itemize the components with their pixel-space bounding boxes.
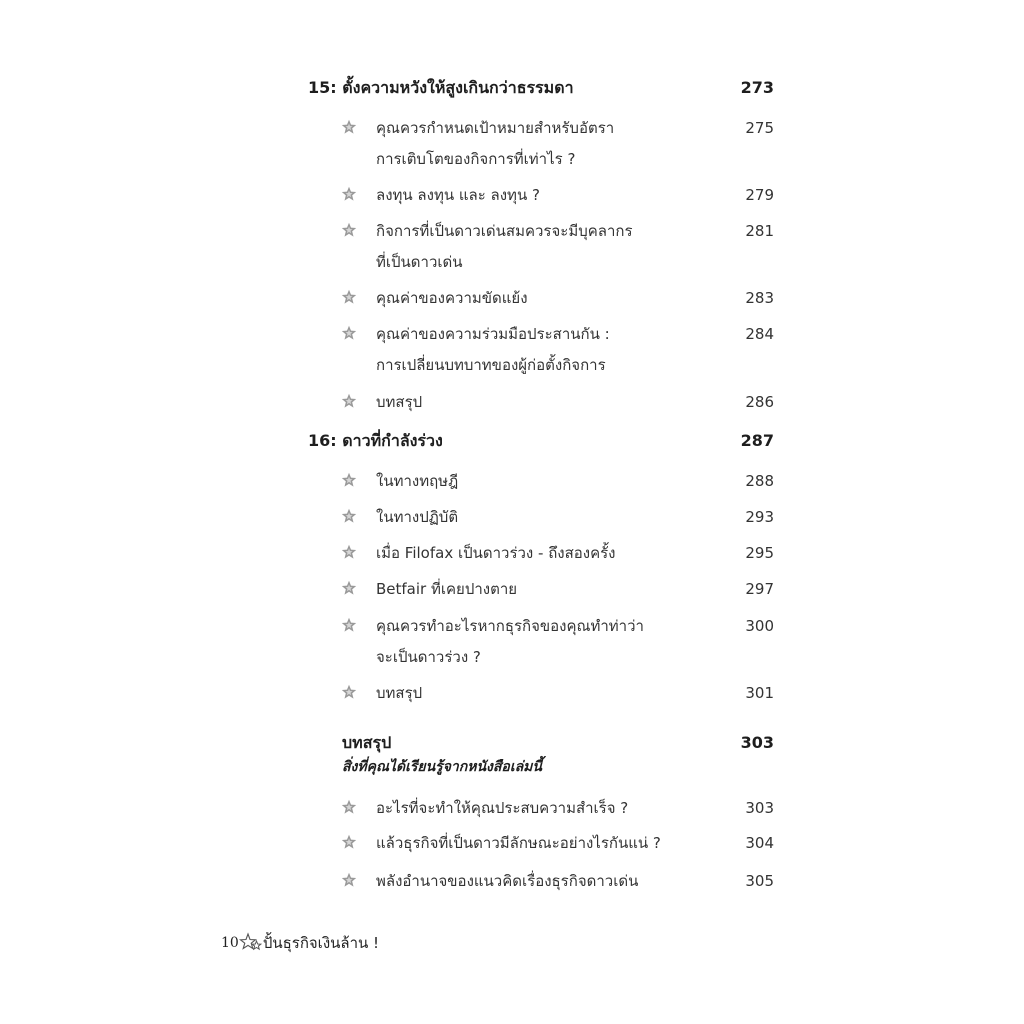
conclusion-page-number: 303 — [740, 733, 774, 752]
entry-page-number: 279 — [745, 186, 774, 204]
star-bullet-icon — [340, 283, 358, 314]
star-bullet-icon — [340, 678, 358, 709]
chapter-15-heading — [308, 77, 774, 99]
toc-entry — [340, 466, 774, 497]
toc-entry — [340, 180, 774, 211]
entry-text — [376, 502, 736, 533]
entry-text — [376, 283, 736, 314]
star-bullet-icon — [340, 828, 358, 859]
star-bullet-icon — [340, 216, 358, 247]
entry-line: กิจการที่เป็นดาวเด่นสมควรจะมีบุคลากร — [376, 222, 633, 240]
toc-entry — [340, 113, 774, 175]
entry-line: ที่เป็นดาวเด่น — [376, 253, 463, 271]
star-bullet-icon — [340, 574, 358, 605]
entry-page-number: 275 — [745, 119, 774, 137]
chapter-page-number: 273 — [740, 78, 774, 97]
star-bullet-icon — [340, 387, 358, 418]
entry-line: ในทางปฏิบัติ — [376, 508, 459, 526]
entry-line: ลงทุน ลงทุน และ ลงทุน ? — [376, 186, 540, 204]
entry-text — [376, 793, 736, 824]
page-footer — [221, 930, 379, 956]
entry-line: การเปลี่ยนบทบาทของผู้ก่อตั้งกิจการ — [376, 356, 606, 374]
toc-entry — [340, 828, 774, 859]
chapter-title: 16: ดาวที่กำลังร่วง — [308, 431, 443, 450]
entry-line: จะเป็นดาวร่วง ? — [376, 648, 481, 666]
entry-text — [376, 611, 736, 673]
entry-text — [376, 466, 736, 497]
entry-line: คุณค่าของความขัดแย้ง — [376, 289, 528, 307]
entry-line: คุณควรกำหนดเป้าหมายสำหรับอัตรา — [376, 119, 615, 137]
entry-line: แล้วธุรกิจที่เป็นดาวมีลักษณะอย่างไรกันแน่ ? — [376, 834, 661, 852]
entry-line: พลังอำนาจของแนวคิดเรื่องธุรกิจดาวเด่น — [376, 872, 639, 890]
entry-line: ในทางทฤษฎี — [376, 472, 459, 490]
toc-entry — [340, 387, 774, 418]
entry-page-number: 283 — [745, 289, 774, 307]
entry-line: คุณค่าของความร่วมมือประสานกัน : — [376, 325, 610, 343]
entry-text — [376, 866, 736, 897]
star-bullet-icon — [340, 319, 358, 350]
entry-text — [376, 216, 736, 278]
chapter-title: 15: ตั้งความหวังให้สูงเกินกว่าธรรมดา — [308, 78, 574, 97]
entry-line: เมื่อ Filofax เป็นดาวร่วง - ถึงสองครั้ง — [376, 544, 616, 562]
entry-text — [376, 678, 736, 709]
entry-page-number: 293 — [745, 508, 774, 526]
star-bullet-icon — [340, 538, 358, 569]
chapter-16-heading — [308, 430, 774, 452]
toc-entry — [340, 283, 774, 314]
star-bullet-icon — [340, 611, 358, 642]
stars-icon — [239, 932, 263, 954]
toc-entry — [340, 502, 774, 533]
star-bullet-icon — [340, 502, 358, 533]
entry-line: การเติบโตของกิจการที่เท่าไร ? — [376, 150, 576, 168]
toc-entry — [340, 574, 774, 605]
entry-text — [376, 387, 736, 418]
entry-page-number: 305 — [745, 872, 774, 890]
star-bullet-icon — [340, 866, 358, 897]
toc-entry — [340, 678, 774, 709]
entry-page-number: 304 — [745, 834, 774, 852]
entry-line: Betfair ที่เคยปางตาย — [376, 580, 518, 598]
entry-text — [376, 538, 736, 569]
star-bullet-icon — [340, 466, 358, 497]
entry-text — [376, 319, 736, 381]
entry-page-number: 288 — [745, 472, 774, 490]
star-bullet-icon — [340, 113, 358, 144]
entry-page-number: 281 — [745, 222, 774, 240]
star-bullet-icon — [340, 180, 358, 211]
entry-page-number: 284 — [745, 325, 774, 343]
toc-entry — [340, 538, 774, 569]
toc-entry — [340, 793, 774, 824]
entry-text — [376, 574, 736, 605]
toc-entry — [340, 866, 774, 897]
entry-line: บทสรุป — [376, 684, 423, 702]
entry-page-number: 295 — [745, 544, 774, 562]
entry-page-number: 300 — [745, 617, 774, 635]
toc-entry — [340, 611, 774, 673]
conclusion-title: บทสรุป — [342, 733, 392, 752]
entry-line: คุณควรทำอะไรหากธุรกิจของคุณทำท่าว่า — [376, 617, 644, 635]
entry-text — [376, 828, 736, 859]
entry-line: บทสรุป — [376, 393, 423, 411]
chapter-page-number: 287 — [740, 431, 774, 450]
entry-page-number: 303 — [745, 799, 774, 817]
entry-text — [376, 113, 736, 175]
conclusion-heading — [342, 732, 774, 780]
toc-entry — [340, 319, 774, 381]
conclusion-subtitle: สิ่งที่คุณได้เรียนรู้จากหนังสือเล่มนี้ — [342, 759, 542, 775]
entry-page-number: 297 — [745, 580, 774, 598]
entry-page-number: 301 — [745, 684, 774, 702]
entry-text — [376, 180, 736, 211]
entry-page-number: 286 — [745, 393, 774, 411]
footer-page-number: 10 — [221, 935, 239, 951]
footer-book-title: ปั้นธุรกิจเงินล้าน ! — [262, 934, 380, 952]
entry-line: อะไรที่จะทำให้คุณประสบความสำเร็จ ? — [376, 799, 629, 817]
star-bullet-icon — [340, 793, 358, 824]
toc-entry — [340, 216, 774, 278]
